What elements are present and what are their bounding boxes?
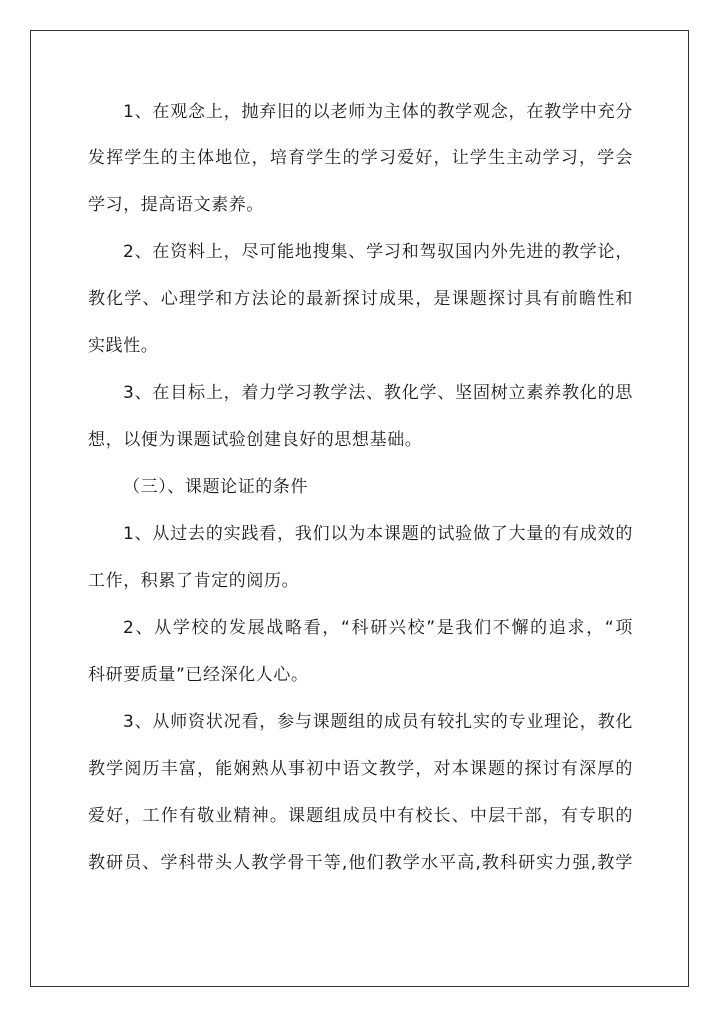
text-line-1: 1、在观念上，抛弃旧的以老师为主体的教学观念，在教学中充分 [123,102,633,122]
page-border [30,30,689,987]
text-line-7: 3、在目标上，着力学习教学法、教化学、坚固树立素养教化的思 [123,383,633,403]
text-line-12: 2、从学校的发展战略看，“科研兴校”是我们不懈的追求，“项 [123,618,633,638]
text-line-17: 教研员、学科带头人教学骨干等,他们教学水平高,教科研实力强,教学 [88,853,633,873]
text-line-14: 3、从师资状况看，参与课题组的成员有较扎实的专业理论，教化 [123,712,633,732]
text-line-8: 想，以便为课题试验创建良好的思想基础。 [88,430,423,450]
text-line-3: 学习，提高语文素养。 [88,195,264,215]
text-line-13: 科研要质量”已经深化人心。 [88,665,309,685]
text-line-6: 实践性。 [88,336,159,356]
text-line-11: 工作，积累了肯定的阅历。 [88,571,300,591]
text-line-4: 2、在资料上，尽可能地搜集、学习和驾驭国内外先进的教学论， [123,242,633,262]
text-line-15: 教学阅历丰富，能娴熟从事初中语文教学，对本课题的探讨有深厚的 [88,759,633,779]
text-line-16: 爱好，工作有敬业精神。课题组成员中有校长、中层干部，有专职的 [88,806,633,826]
section-heading: （三）、课题论证的条件 [123,477,309,497]
text-line-2: 发挥学生的主体地位，培育学生的学习爱好，让学生主动学习，学会 [88,148,633,168]
text-line-5: 教化学、心理学和方法论的最新探讨成果，是课题探讨具有前瞻性和 [88,289,633,309]
text-line-10: 1、从过去的实践看，我们以为本课题的试验做了大量的有成效的 [123,524,633,544]
